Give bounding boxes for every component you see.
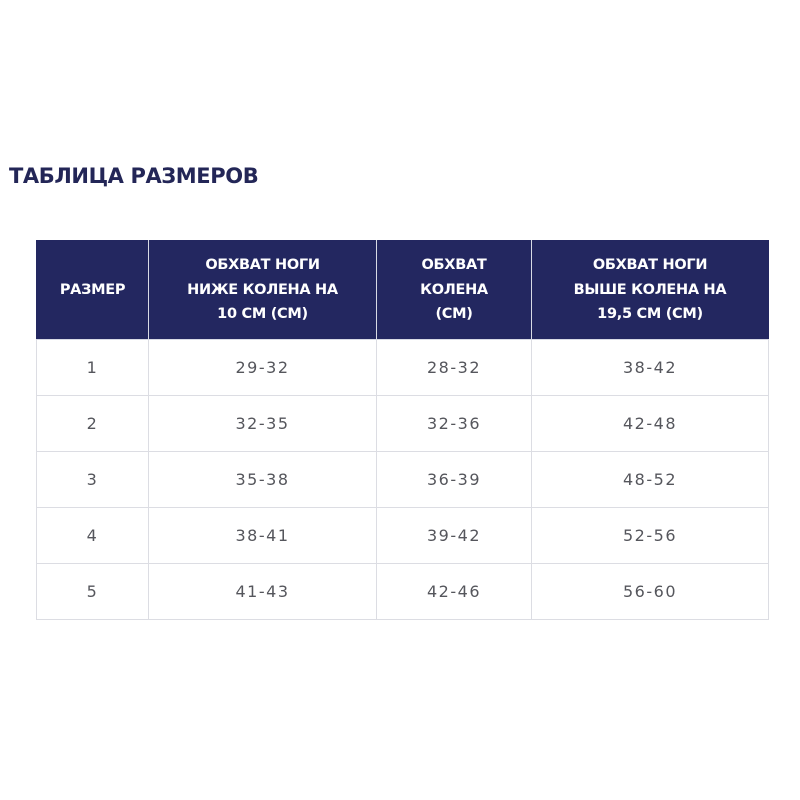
cell-below-knee: 29-32 [149,340,377,396]
cell-above-knee: 56-60 [532,564,769,620]
size-table-body [37,340,769,620]
table-row [37,452,769,508]
table-row [37,508,769,564]
header-line: 10 СМ (СМ) [217,306,308,323]
header-line: НИЖЕ КОЛЕНА НА [187,281,338,298]
cell-knee: 36-39 [377,452,532,508]
cell-above-knee: 48-52 [532,452,769,508]
cell-size: 5 [37,564,149,620]
header-line: ОБХВАТ [421,257,487,274]
cell-above-knee: 52-56 [532,508,769,564]
header-line: КОЛЕНА [420,281,488,298]
size-table [36,240,769,620]
table-row [37,564,769,620]
cell-knee: 39-42 [377,508,532,564]
header-leg-below-knee [149,241,377,340]
header-line: ВЫШЕ КОЛЕНА НА [573,281,727,298]
header-leg-above-knee [532,241,769,340]
cell-knee: 42-46 [377,564,532,620]
header-line: ОБХВАТ НОГИ [205,257,320,274]
header-line: 19,5 СМ (СМ) [597,306,703,323]
header-size [37,241,149,340]
page-title: ТАБЛИЦА РАЗМЕРОВ [9,164,259,188]
header-line: РАЗМЕР [59,281,126,298]
cell-knee: 32-36 [377,396,532,452]
cell-size: 2 [37,396,149,452]
size-table-header [37,241,769,340]
cell-below-knee: 32-35 [149,396,377,452]
cell-above-knee: 42-48 [532,396,769,452]
header-row [37,241,769,340]
table-row [37,396,769,452]
cell-above-knee: 38-42 [532,340,769,396]
header-line: (СМ) [435,306,473,323]
cell-size: 1 [37,340,149,396]
cell-below-knee: 41-43 [149,564,377,620]
cell-below-knee: 35-38 [149,452,377,508]
header-knee [377,241,532,340]
header-line: ОБХВАТ НОГИ [592,257,708,274]
table-row [37,340,769,396]
cell-size: 3 [37,452,149,508]
cell-below-knee: 38-41 [149,508,377,564]
cell-knee: 28-32 [377,340,532,396]
cell-size: 4 [37,508,149,564]
